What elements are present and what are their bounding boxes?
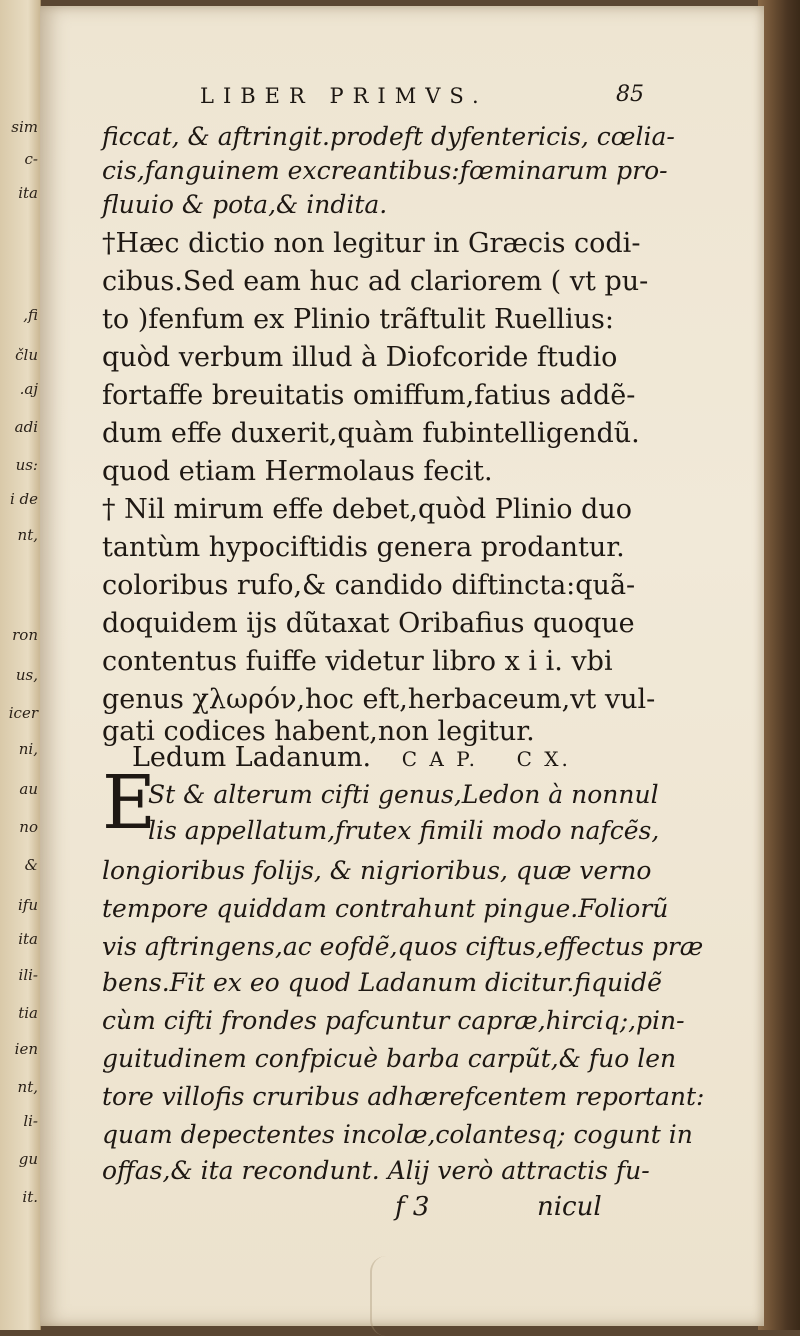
- body-line: coloribus rufo,& candido diftincta:quã-: [102, 570, 636, 601]
- body-line: † Nil mirum effe debet,quòd Plinio duo: [102, 494, 632, 525]
- prev-page-fragment: li-: [23, 1112, 38, 1130]
- book-page: [40, 6, 764, 1326]
- prev-page-fragment: sim: [11, 118, 38, 136]
- chapter-line: cùm cifti frondes pafcuntur capræ,hirciq;,pin-: [102, 1006, 685, 1035]
- chapter-line: quam depectentes incolæ,colantesq; cogunt in: [102, 1120, 693, 1149]
- body-line: ficcat, & aftringit.prodeft dyfentericis, cœlia-: [102, 122, 675, 151]
- prev-page-fragment: nt,: [17, 1078, 38, 1096]
- chapter-line: vis aftringens,ac eofdẽ,quos ciftus,effectus præ: [102, 932, 704, 961]
- prev-page-fragment: ifu: [17, 896, 38, 914]
- prev-page-fragment: i de: [9, 490, 38, 508]
- body-line: contentus fuiffe videtur libro x i i. vbi: [102, 646, 613, 677]
- body-line: fluuio & pota,& indita.: [102, 190, 388, 219]
- body-line: quod etiam Hermolaus fecit.: [102, 456, 493, 487]
- body-line: fortaffe breuitatis omiffum,fatius addẽ-: [102, 380, 636, 411]
- body-line: to )fenfum ex Plinio trãftulit Ruellius:: [102, 304, 614, 335]
- chapter-line: lis appellatum,frutex fimili modo nafcẽs,: [148, 816, 660, 845]
- prev-page-fragment: ni,: [18, 740, 38, 758]
- chapter-title: Ledum Ladanum.: [132, 742, 372, 773]
- body-line: doquidem ijs dũtaxat Oribafius quoque: [102, 608, 635, 639]
- prev-page-fragment: no: [19, 818, 38, 836]
- chapter-line: tore villofis cruribus adhærefcentem reportant:: [102, 1082, 705, 1111]
- body-line: †Hæc dictio non legitur in Græcis codi-: [102, 228, 641, 259]
- body-line: dum effe duxerit,quàm fubintelligendũ.: [102, 418, 640, 449]
- prev-page-fragment: ita: [18, 184, 38, 202]
- prev-page-fragment: us:: [15, 456, 38, 474]
- chapter-heading: [132, 744, 662, 771]
- body-line: gati codices habent,non legitur.: [102, 716, 535, 747]
- book-spine: [758, 0, 800, 1330]
- catchword: nicul: [537, 1192, 602, 1222]
- prev-page-fragment: ili-: [18, 966, 38, 984]
- body-line: quòd verbum illud à Diofcoride ftudio: [102, 342, 618, 373]
- prev-page-fragment: ita: [18, 930, 38, 948]
- chapter-number: C X.: [516, 747, 571, 771]
- running-title: LIBER PRIMVS.: [200, 84, 488, 108]
- prev-page-fragment: .aj: [19, 380, 38, 398]
- prev-page-fragment: ien: [14, 1040, 38, 1058]
- chapter-line: guitudinem confpicuè barba carpũt,& fuo len: [102, 1044, 677, 1073]
- prev-page-fragment: c-: [24, 150, 38, 168]
- body-line: cibus.Sed eam huc ad clariorem ( vt pu-: [102, 266, 649, 297]
- chapter-line: bens.Fit ex eo quod Ladanum dicitur.fiquidẽ: [102, 968, 662, 997]
- prev-page-fragment: tia: [18, 1004, 38, 1022]
- prev-page-fragment: gu: [18, 1150, 38, 1168]
- chapter-line: St & alterum cifti genus,Ledon à nonnul: [148, 780, 659, 809]
- prev-page-fragment: ron: [12, 626, 38, 644]
- paper-fold-mark: [370, 1256, 402, 1336]
- prev-page-fragment: au: [19, 780, 38, 798]
- prev-page-fragment: ,fi: [23, 306, 38, 324]
- chapter-line: tempore quiddam contrahunt pingue.Foliorũ: [102, 894, 669, 923]
- previous-page-edge: [0, 0, 41, 1330]
- chapter-line: offas,& ita recondunt. Alij verò attractis fu-: [102, 1156, 650, 1185]
- prev-page-fragment: &: [24, 856, 38, 874]
- chapter-cap-label: C A P.: [401, 747, 478, 771]
- prev-page-fragment: člu: [15, 346, 38, 364]
- prev-page-fragment: icer: [8, 704, 38, 722]
- prev-page-fragment: it.: [22, 1188, 38, 1206]
- prev-page-fragment: us,: [15, 666, 38, 684]
- prev-page-fragment: adi: [14, 418, 38, 436]
- prev-page-fragment: nt,: [17, 526, 38, 544]
- body-line: cis,fanguinem excreantibus:fœminarum pro-: [102, 156, 668, 185]
- page-number: 85: [616, 82, 644, 107]
- body-line: tantùm hypociftidis genera prodantur.: [102, 532, 625, 563]
- signature-mark: f 3: [395, 1192, 430, 1222]
- drop-cap: E: [102, 760, 157, 846]
- body-line: genus χλωρόν,hoc eft,herbaceum,vt vul-: [102, 684, 656, 715]
- chapter-line: longioribus folijs, & nigrioribus, quæ verno: [102, 856, 652, 885]
